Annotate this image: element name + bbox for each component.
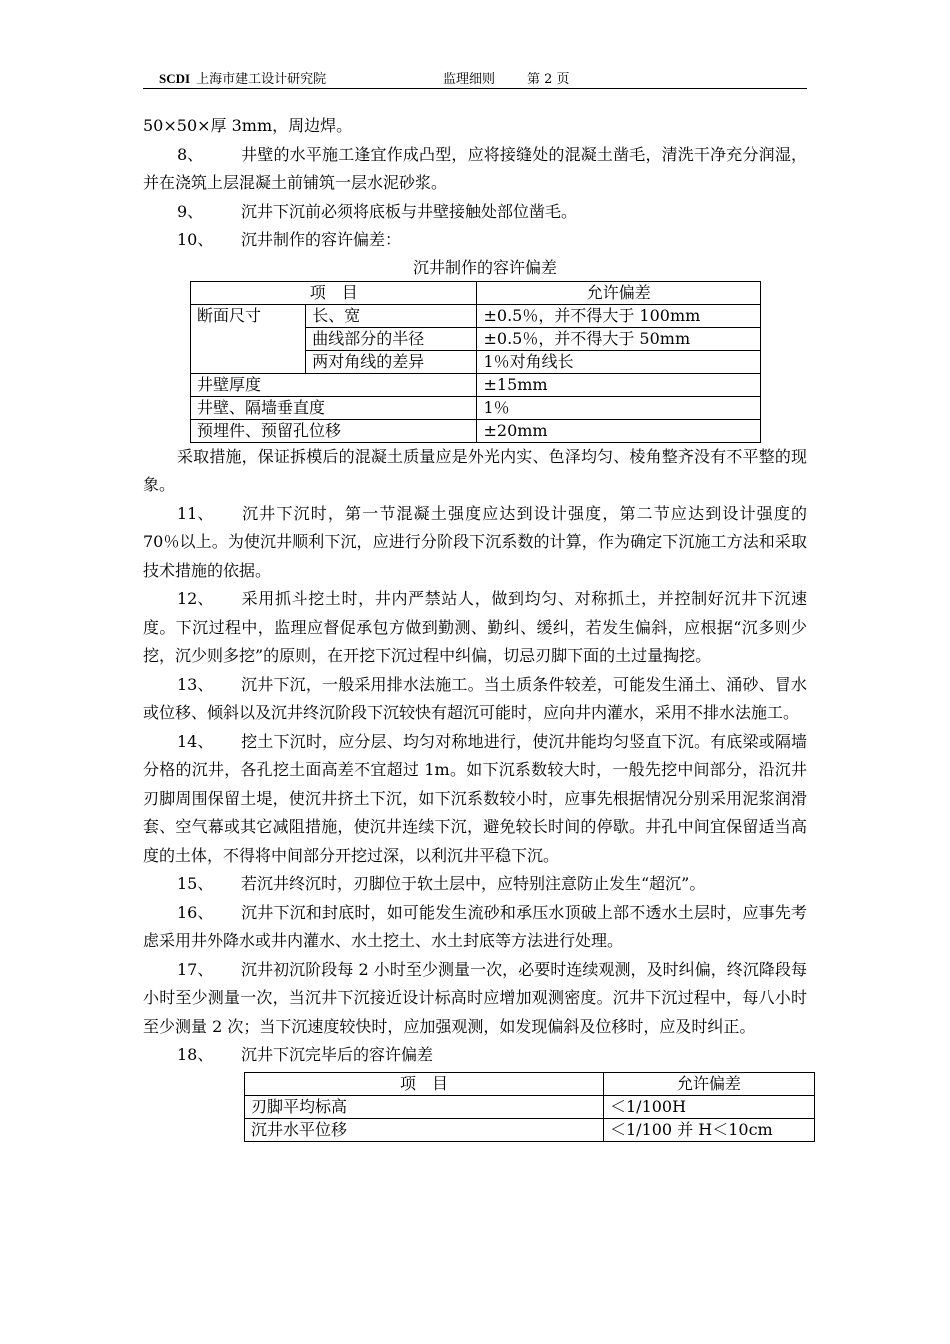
table-header-tolerance: 允许偏差 (477, 281, 761, 304)
paragraph-18 (143, 1041, 807, 1070)
paragraph-text: 井壁的水平施工逢宜作成凸型，应将接缝处的混凝土凿毛，清洗干净充分润湿，并在浇筑上层混凝土前铺筑一层水泥砂浆。 (143, 144, 807, 192)
table-cell-item: 刃脚平均标高 (245, 1095, 604, 1118)
paragraph-text: 若沉井终沉时，刃脚位于软土层中，应特别注意防止发生“超沉”。 (241, 874, 706, 893)
table1-caption: 沉井制作的容许偏差 (412, 257, 557, 277)
paragraph-text: 沉井下沉完毕后的容许偏差 (241, 1045, 434, 1064)
table-group-cell: 断面尺寸 (191, 304, 306, 373)
item-number: 8、 (177, 144, 204, 164)
item-number: 15、 (177, 874, 214, 893)
table-cell-item: 井壁厚度 (191, 373, 477, 396)
table-cell-item: 预埋件、预留孔位移 (191, 419, 477, 442)
item-number: 9、 (177, 201, 204, 221)
item-number: 11、 (177, 503, 214, 523)
paragraph-text: 沉井初沉阶段每 2 小时至少测量一次，必要时连续观测，及时纠偏，终沉降段每小时至少测量一次，当沉井下沉接近设计标高时应增加观测密度。沉井下沉过程中，每八小时至少测量 2 次；当下沉速度较快时，应加强观测，如发现偏斜及位移时，应及时纠正。 (143, 959, 807, 1036)
paragraph-text: 挖土下沉时，应分层、均匀对称地进行，使沉井能均匀竖直下沉。有底梁或隔墙分格的沉井，各孔挖土面高差不宜超过 1m。如下沉系数较大时，一般先挖中间部分，沿沉井刃脚周围保留土堤，使沉井挤土下沉，如下沉系数较小时，应事先根据情况分别采用泥浆润滑套、空气幕或其它减阻措施，使沉井连续下沉，避免较长时间的停歇。井孔中间宜保留适当高度的土体，不得将中间部分开挖过深，以利沉井平稳下沉。 (143, 731, 807, 865)
paragraph-12 (143, 585, 807, 671)
paragraph-measures: 采取措施，保证拆模后的混凝土质量应是外光内实、色泽均匀、棱角整齐没有不平整的现象。 (143, 446, 807, 494)
header-page-number: 第 2 页 (527, 72, 570, 87)
table-cell-item: 井壁、隔墙垂直度 (191, 396, 477, 419)
org-abbr: SCDI (159, 71, 191, 86)
item-number: 17、 (177, 959, 214, 979)
table-row (245, 1095, 815, 1118)
document-body (143, 112, 807, 1142)
paragraph-text: 沉井下沉前必须将底板与井壁接触处部位凿毛。 (241, 201, 578, 221)
item-number: 14、 (177, 731, 214, 751)
table-cell-tolerance: ±0.5％，并不得大于 50mm (477, 327, 761, 350)
table-cell-tolerance: ±20mm (477, 419, 761, 442)
paragraph-text: 沉井下沉时，第一节混凝土强度应达到设计强度，第二节应达到设计强度的 70％以上。为使沉井顺利下沉，应进行分阶段下沉系数的计算，作为确定下沉施工方法和采取技术措施的依据。 (143, 503, 807, 580)
table-header-tolerance: 允许偏差 (604, 1072, 815, 1095)
table-row (191, 373, 761, 396)
paragraph-text: 采用抓斗挖土时，井内严禁站人，做到均匀、对称抓土，并控制好沉井下沉速度。下沉过程中，监理应督促承包方做到勤测、勤纠、缓纠，若发生偏斜，应根据“沉多则少挖，沉少则多挖”的原则，在开挖下沉过程中纠偏，切忌刃脚下面的土过量掏挖。 (143, 589, 807, 665)
table-cell-tolerance: ±0.5％，并不得大于 100mm (477, 304, 761, 327)
table-cell-item: 沉井水平位移 (245, 1118, 604, 1141)
tolerance-table-sinking (244, 1072, 815, 1142)
table-header-item: 项 目 (245, 1072, 604, 1095)
table-row (191, 396, 761, 419)
table-cell-tolerance: ＜1/100 并 H＜10cm (604, 1118, 815, 1141)
table-cell-tolerance: ＜1/100H (604, 1095, 815, 1118)
table-cell-sub: 长、宽 (306, 304, 477, 327)
table-cell-sub: 曲线部分的半径 (306, 327, 477, 350)
item-number: 10、 (177, 230, 214, 249)
paragraph-10 (143, 226, 807, 255)
item-number: 18、 (177, 1045, 214, 1064)
table-header-item: 项 目 (191, 281, 477, 304)
item-number: 12、 (177, 589, 214, 608)
header-doc-type: 监理细则 (443, 72, 496, 87)
table-header-row (245, 1072, 815, 1095)
table-cell-tolerance: ±15mm (477, 373, 761, 396)
paragraph-0: 50×50×厚 3mm，周边焊。 (143, 116, 353, 135)
paragraph-text: 沉井下沉，一般采用排水法施工。当土质条件较差，可能发生涌土、涌砂、冒水或位移、倾斜以及沉井终沉阶段下沉较快有超沉可能时，应向井内灌水，采用不排水法施工。 (143, 674, 807, 722)
paragraph-9 (143, 198, 807, 227)
item-number: 13、 (177, 674, 214, 694)
paragraph-11 (143, 500, 807, 586)
paragraph-8 (143, 141, 807, 198)
paragraph-text: 沉井下沉和封底时，如可能发生流砂和承压水顶破上部不透水土层时，应事先考虑采用井外降水或井内灌水、水土挖土、水土封底等方法进行处理。 (143, 902, 807, 950)
paragraph-13 (143, 671, 807, 728)
table-cell-sub: 两对角线的差异 (306, 350, 477, 373)
page-header (143, 68, 807, 89)
paragraph-14 (143, 728, 807, 871)
table-row (191, 419, 761, 442)
org-name: 上海市建工设计研究院 (196, 72, 327, 87)
paragraph-15 (143, 870, 807, 899)
paragraph-text: 沉井制作的容许偏差： (241, 230, 402, 249)
table-header-row (191, 281, 761, 304)
table-cell-tolerance: 1％ (477, 396, 761, 419)
table-cell-tolerance: 1％对角线长 (477, 350, 761, 373)
table-row (245, 1118, 815, 1141)
paragraph-16 (143, 899, 807, 956)
tolerance-table-fabrication (190, 281, 761, 443)
table-row (191, 304, 761, 327)
item-number: 16、 (177, 902, 214, 922)
header-org (159, 68, 326, 87)
paragraph-17 (143, 956, 807, 1042)
